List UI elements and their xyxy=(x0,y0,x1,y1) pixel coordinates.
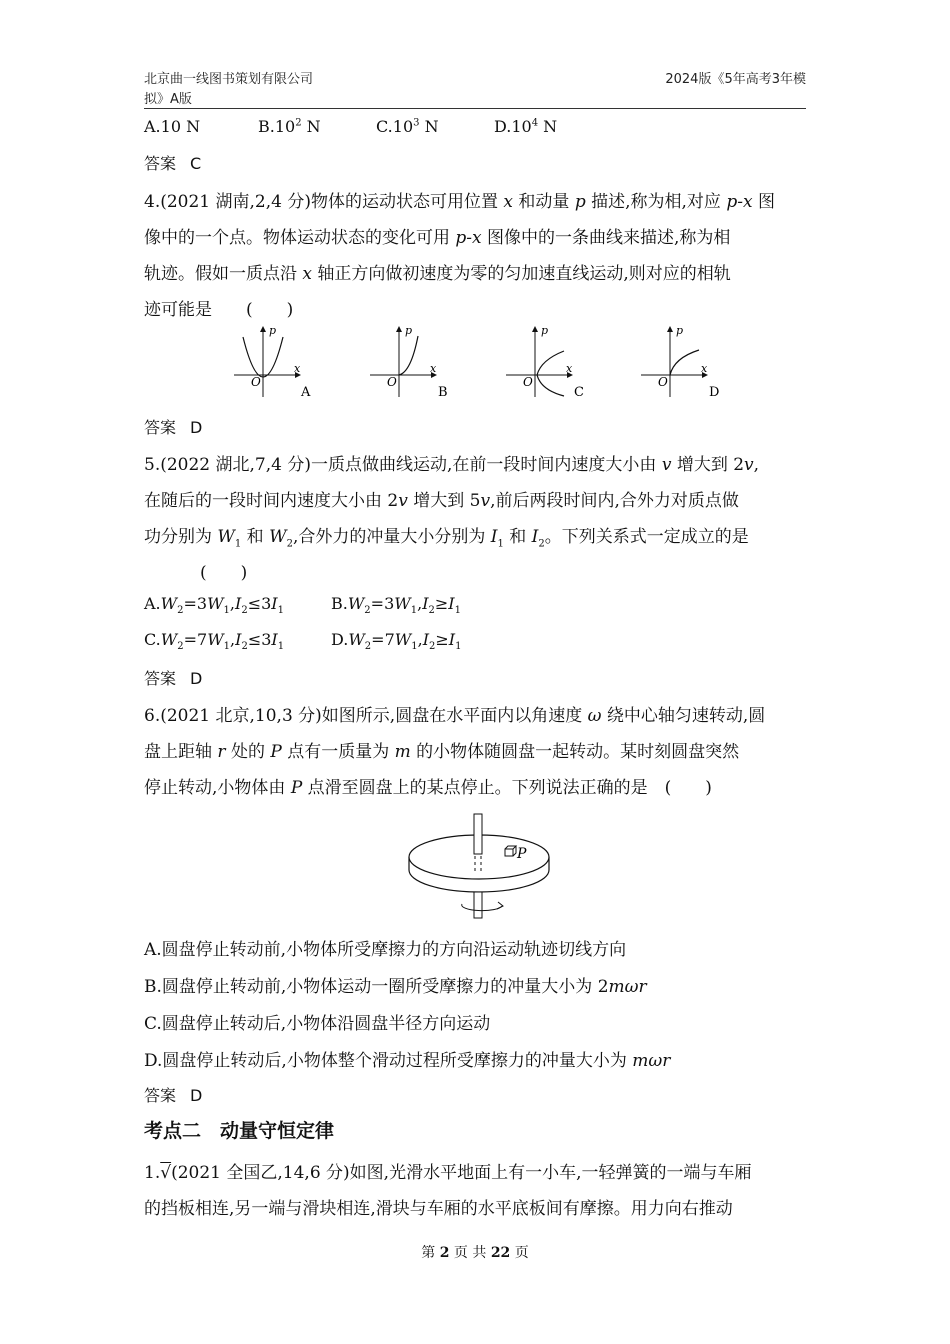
q4-graph-c-x-label: x xyxy=(566,362,573,375)
q4-graph-a-origin: O xyxy=(251,375,261,389)
s2q1-stem-line2: 的挡板相连,另一端与滑块相连,滑块与车厢的水平底板间有摩擦。用力向右推动 xyxy=(144,1199,733,1219)
q4-graph-d-label: D xyxy=(709,385,720,400)
q4-graph-b xyxy=(370,324,448,400)
q6-stem-line1: 6.(2021 北京,10,3 分)如图所示,圆盘在水平面内以角速度 ω 绕中心轴匀速转动,圆 xyxy=(144,706,766,726)
q3-answer: 答案 C xyxy=(144,154,202,173)
header-edition-cont: 拟》A版 xyxy=(144,92,192,107)
q4-graph-d-p-label: p xyxy=(676,324,684,337)
header-publisher: 北京曲一线图书策划有限公司 xyxy=(144,72,314,87)
q3-option-c: $C.10^3$ N xyxy=(376,117,439,136)
q4-graph-b-x-label: x xyxy=(430,362,437,375)
q5-option-c: $C.W_2=7W_1,I_2\le 3I_1$ xyxy=(144,630,285,653)
q4-graph-a xyxy=(234,324,311,400)
q6-option-d: D.圆盘停止转动后,小物体整个滑动过程所受摩擦力的冲量大小为 mωr xyxy=(144,1051,671,1071)
q4-graph-d xyxy=(641,324,719,400)
q6-option-a: A.圆盘停止转动前,小物体所受摩擦力的方向沿运动轨迹切线方向 xyxy=(144,940,627,960)
q4-graph-c-label: C xyxy=(574,385,584,400)
q4-stem-line3: 轨迹。假如一质点沿 x 轴正方向做初速度为零的匀加速直线运动,则对应的相轨 xyxy=(144,264,731,284)
q3-option-d: $D.10^4$ N xyxy=(494,117,558,136)
q5-stem-line3: 功分别为 $W_1$ 和 $W_2$,合外力的冲量大小分别为 $I_1$ 和 $I_2$。下列关系式一定成立的是 xyxy=(144,527,749,550)
q4-graph-d-x-label: x xyxy=(701,362,708,375)
q6-stem-line3: 停止转动,小物体由 P 点滑至圆盘上的某点停止。下列说法正确的是 ( ) xyxy=(144,778,712,798)
q4-graph-c xyxy=(506,324,584,400)
q5-answer: 答案 D xyxy=(144,669,203,688)
q4-stem-line4: 迹可能是 ( ) xyxy=(144,300,294,320)
q5-option-b: $B.W_2=3W_1,I_2\ge I_1$ xyxy=(331,594,461,617)
q4-graph-c-origin: O xyxy=(523,375,533,389)
q4-answer: 答案 D xyxy=(144,418,203,437)
q3-option-a: A.10 N xyxy=(144,117,201,136)
q6-option-b: B.圆盘停止转动前,小物体运动一圈所受摩擦力的冲量大小为 2mωr xyxy=(144,977,647,997)
page-footer: 第 2 页 共 22 页 xyxy=(421,1245,529,1261)
header-rule xyxy=(144,108,806,109)
q6-disk-figure xyxy=(404,812,554,922)
q4-graph-a-x-label: x xyxy=(294,362,301,375)
q4-stem-line1: 4.(2021 湖南,2,4 分)物体的运动状态可用位置 x 和动量 p 描述,称为相,对应 p-x 图 xyxy=(144,192,775,212)
q3-option-b: $B.10^2$ N xyxy=(258,117,321,136)
q5-stem-line1: 5.(2022 湖北,7,4 分)一质点做曲线运动,在前一段时间内速度大小由 v 增大到 2v, xyxy=(144,455,760,475)
q4-graph-b-label: B xyxy=(438,385,448,400)
q6-fig-P-label: P xyxy=(517,846,527,862)
q4-graph-c-p-label: p xyxy=(541,324,549,337)
q6-stem-line2: 盘上距轴 r 处的 P 点有一质量为 m 的小物体随圆盘一起转动。某时刻圆盘突然 xyxy=(144,742,740,762)
q5-stem-line2: 在随后的一段时间内速度大小由 2v 增大到 5v,前后两段时间内,合外力对质点做 xyxy=(144,491,739,511)
q4-graph-b-p-label: p xyxy=(405,324,413,337)
s2q1-stem-line1: 1.√(2021 全国乙,14,6 分)如图,光滑水平地面上有一小车,一轻弹簧的一端与车厢 xyxy=(144,1163,752,1183)
q4-graph-a-label: A xyxy=(301,385,311,400)
q5-option-a: $A.W_2=3W_1,I_2\le 3I_1$ xyxy=(144,594,284,617)
q4-graph-a-p-label: p xyxy=(269,324,277,337)
q5-option-d: $D.W_2=7W_1,I_2\ge I_1$ xyxy=(331,630,462,653)
q6-option-c: C.圆盘停止转动后,小物体沿圆盘半径方向运动 xyxy=(144,1014,491,1034)
q4-graph-b-origin: O xyxy=(387,375,397,389)
section-heading: 考点二 动量守恒定律 xyxy=(144,1120,335,1142)
q4-graphs xyxy=(228,322,728,402)
q4-graph-d-origin: O xyxy=(658,375,668,389)
q4-stem-line2: 像中的一个点。物体运动状态的变化可用 p-x 图像中的一条曲线来描述,称为相 xyxy=(144,228,731,248)
check-mark-icon: √ xyxy=(160,1163,172,1183)
q5-bracket: ( ) xyxy=(200,563,248,583)
header-book-title: 2024版《5年高考3年模 xyxy=(665,72,806,87)
q6-answer: 答案 D xyxy=(144,1086,203,1105)
